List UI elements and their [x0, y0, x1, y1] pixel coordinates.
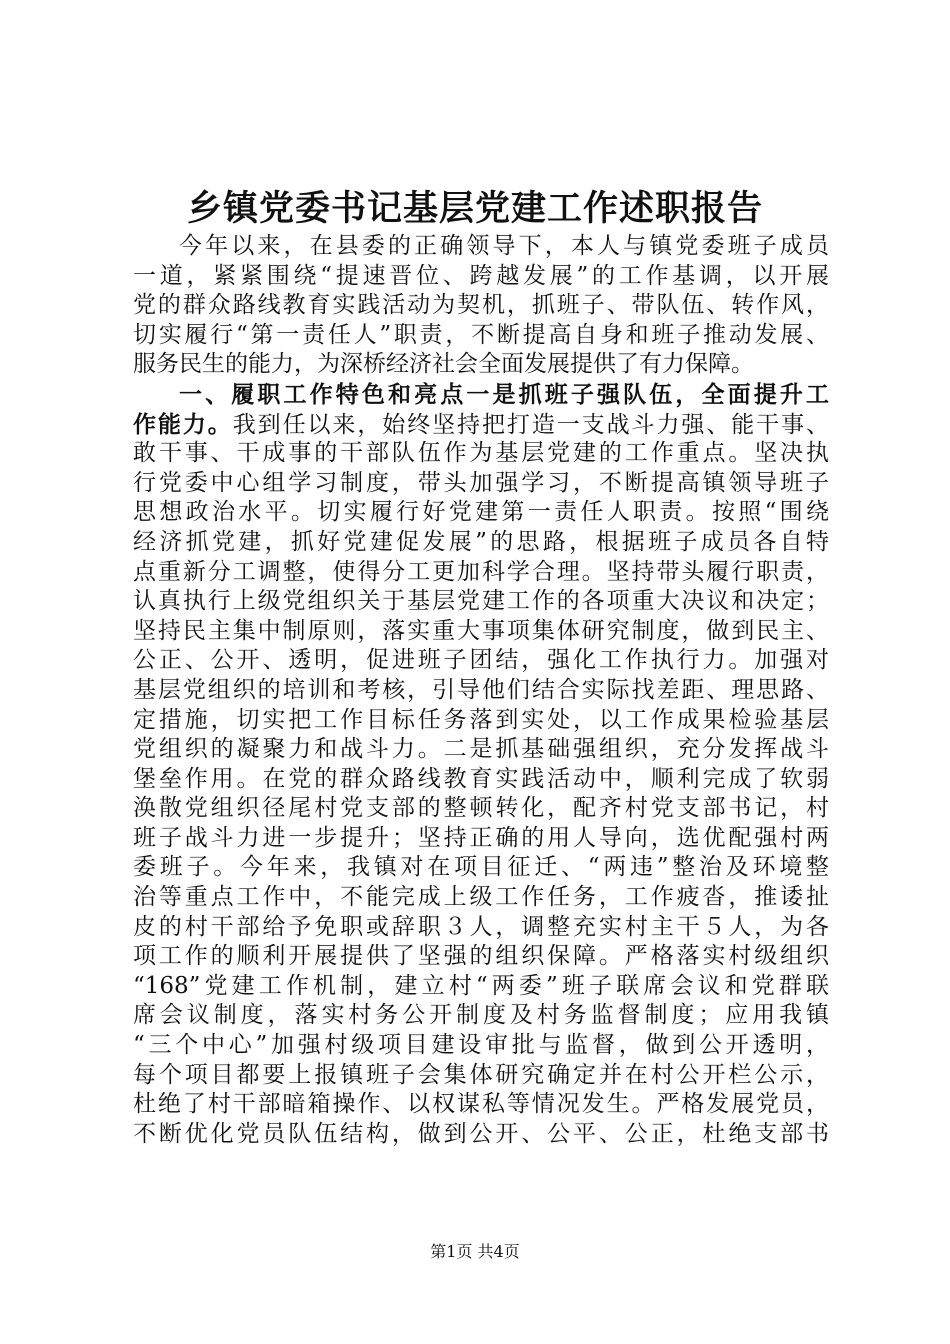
- body-line: 行党委中心组学习制度，带头加强学习，不断提高镇领导班子: [133, 469, 829, 496]
- body-line: 堡垒作用。在党的群众路线教育实践活动中，顺利完成了软弱: [133, 765, 829, 792]
- body-line: 经济抓党建，抓好党建促发展”的思路，根据班子成员各自特: [133, 528, 829, 555]
- body-line: “168”党建工作机制，建立村“两委”班子联席会议和党群联: [133, 972, 829, 999]
- document-body: [133, 232, 829, 1149]
- body-line: 班子战斗力进一步提升；坚持正确的用人导向，选优配强村两: [133, 824, 829, 851]
- body-line: [133, 410, 829, 440]
- body-line: 席会议制度，落实村务公开制度及村务监督制度；应用我镇: [133, 1002, 829, 1029]
- document-title: 乡镇党委书记基层党建工作述职报告: [186, 188, 763, 229]
- body-line: 党组织的凝聚力和战斗力。二是抓基础强组织，充分发挥战斗: [133, 736, 829, 763]
- section-heading-tail: 作能力。: [133, 410, 233, 438]
- body-line: 服务民生的能力，为深桥经济社会全面发展提供了有力保障。: [133, 351, 754, 378]
- body-line: 杜绝了村干部暗箱操作、以权谋私等情况发生。严格发展党员，: [133, 1091, 829, 1118]
- body-line-text: 我到任以来，始终坚持把打造一支战斗力强、能干事、: [232, 411, 830, 438]
- page-number-footer: 第1页 共4页: [430, 1242, 520, 1261]
- body-line: 今年以来，在县委的正确领导下，本人与镇党委班子成员: [179, 233, 829, 259]
- body-line: 坚持民主集中制原则，落实重大事项集体研究制度，做到民主、: [133, 617, 829, 644]
- section-heading-line: [133, 380, 829, 410]
- body-line: 切实履行“第一责任人”职责，不断提高自身和班子推动发展、: [133, 321, 829, 348]
- body-line: 敢干事、干成事的干部队伍作为基层党建的工作重点。坚决执: [133, 440, 829, 467]
- body-line: 不断优化党员队伍结构，做到公开、公平、公正，杜绝支部书: [133, 1120, 829, 1147]
- section-heading: 一、履职工作特色和亮点一是抓班子强队伍，全面提升工: [179, 380, 829, 408]
- body-line: 党的群众路线教育实践活动为契机，抓班子、带队伍、转作风，: [133, 292, 829, 319]
- body-line: 思想政治水平。切实履行好党建第一责任人职责。按照“围绕: [133, 499, 829, 526]
- body-line: 一道，紧紧围绕“提速晋位、跨越发展”的工作基调，以开展: [133, 262, 829, 289]
- body-line: 定措施，切实把工作目标任务落到实处，以工作成果检验基层: [133, 706, 829, 733]
- body-line: 皮的村干部给予免职或辞职３人，调整充实村主干５人，为各: [133, 913, 829, 940]
- body-line: 公正、公开、透明，促进班子团结，强化工作执行力。加强对: [133, 647, 829, 674]
- body-line: 治等重点工作中，不能完成上级工作任务，工作疲沓，推诿扯: [133, 884, 829, 911]
- body-line: 项工作的顺利开展提供了坚强的组织保障。严格落实村级组织: [133, 943, 829, 970]
- body-line: “三个中心”加强村级项目建设审批与监督，做到公开透明，: [133, 1032, 829, 1059]
- body-line: 点重新分工调整，使得分工更加科学合理。坚持带头履行职责，: [133, 558, 829, 585]
- body-line: 每个项目都要上报镇班子会集体研究确定并在村公开栏公示，: [133, 1061, 829, 1088]
- body-line: 认真执行上级党组织关于基层党建工作的各项重大决议和决定；: [133, 588, 829, 615]
- body-line: 委班子。今年来，我镇对在项目征迁、“两违”整治及环境整: [133, 854, 829, 881]
- body-line: 涣散党组织径尾村党支部的整顿转化，配齐村党支部书记，村: [133, 795, 829, 822]
- body-line: 基层党组织的培训和考核，引导他们结合实际找差距、理思路、: [133, 676, 829, 703]
